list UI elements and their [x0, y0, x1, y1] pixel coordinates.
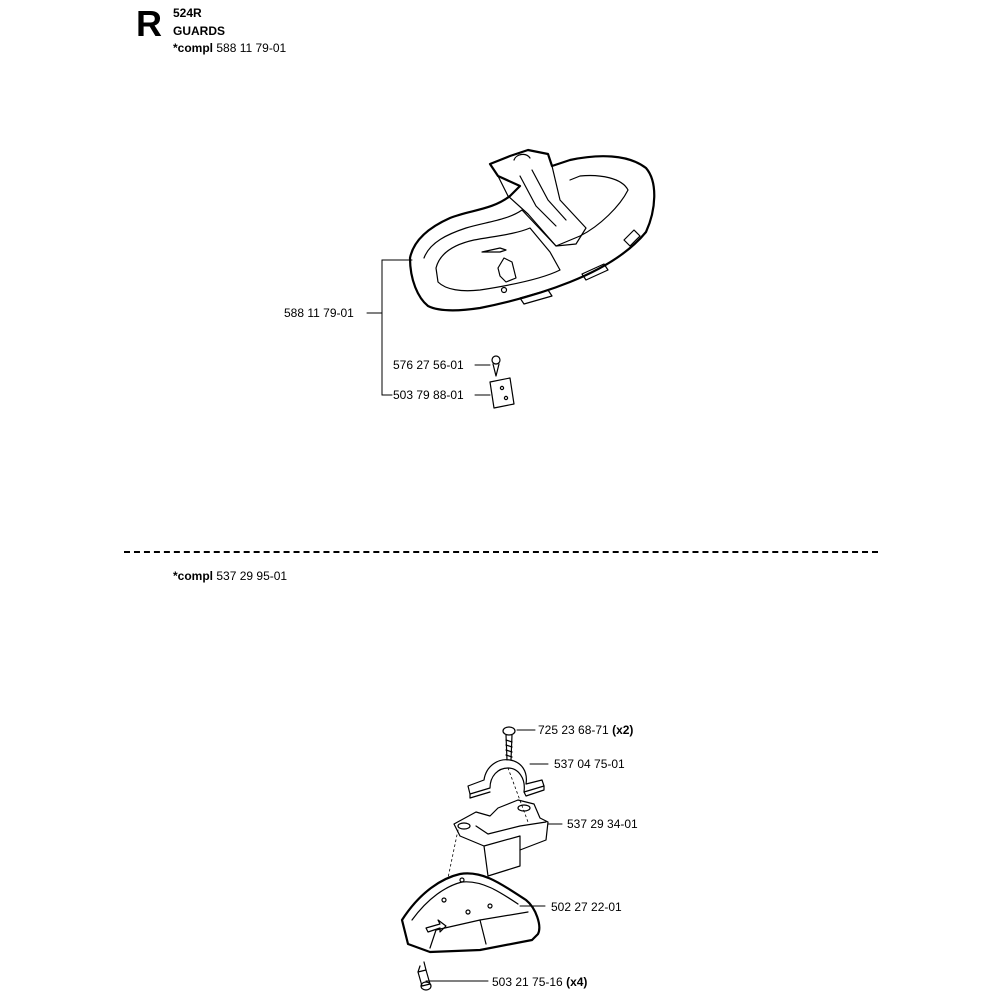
section-divider [124, 551, 878, 553]
part-label-guard-plate [551, 900, 622, 914]
part-number: 725 23 68-71 [538, 723, 609, 737]
bolt-illustration-bottom [418, 962, 488, 990]
part-number: 502 27 22-01 [551, 900, 622, 914]
screw-illustration [492, 356, 500, 376]
part-label-bolt [538, 723, 633, 737]
compl-top-number: 588 11 79-01 [216, 41, 287, 55]
compl-top-prefix: *compl [173, 41, 214, 55]
part-label-adapter [567, 817, 638, 831]
part-number: 576 27 56-01 [393, 358, 464, 372]
compl-bottom-prefix: *compl [173, 569, 214, 583]
clip-plate-illustration [490, 378, 514, 408]
page-title: GUARDS [173, 24, 226, 38]
part-label-screw-bottom [492, 975, 587, 989]
part-label-screw [393, 358, 464, 372]
part-label-clip [393, 388, 464, 402]
compl-bottom-number: 537 29 95-01 [216, 569, 288, 583]
bolt-illustration-top [503, 727, 535, 760]
leader-lines-top [367, 260, 490, 395]
part-number: 503 79 88-01 [393, 388, 464, 402]
model-number: 524R [173, 6, 202, 20]
adapter-illustration [448, 800, 562, 878]
part-number: 537 29 34-01 [567, 817, 638, 831]
section-letter: R [136, 3, 162, 44]
part-number: 588 11 79-01 [284, 306, 354, 320]
trimmer-guard-illustration [410, 150, 654, 310]
guard-plate-illustration [402, 873, 545, 952]
compl-bottom [173, 569, 287, 583]
part-label-guard [284, 306, 354, 320]
part-quantity: (x4) [566, 975, 588, 989]
part-number: 503 21 75-16 [492, 975, 563, 989]
part-label-clamp [554, 757, 625, 771]
part-quantity: (x2) [612, 723, 634, 737]
part-number: 537 04 75-01 [554, 757, 625, 771]
